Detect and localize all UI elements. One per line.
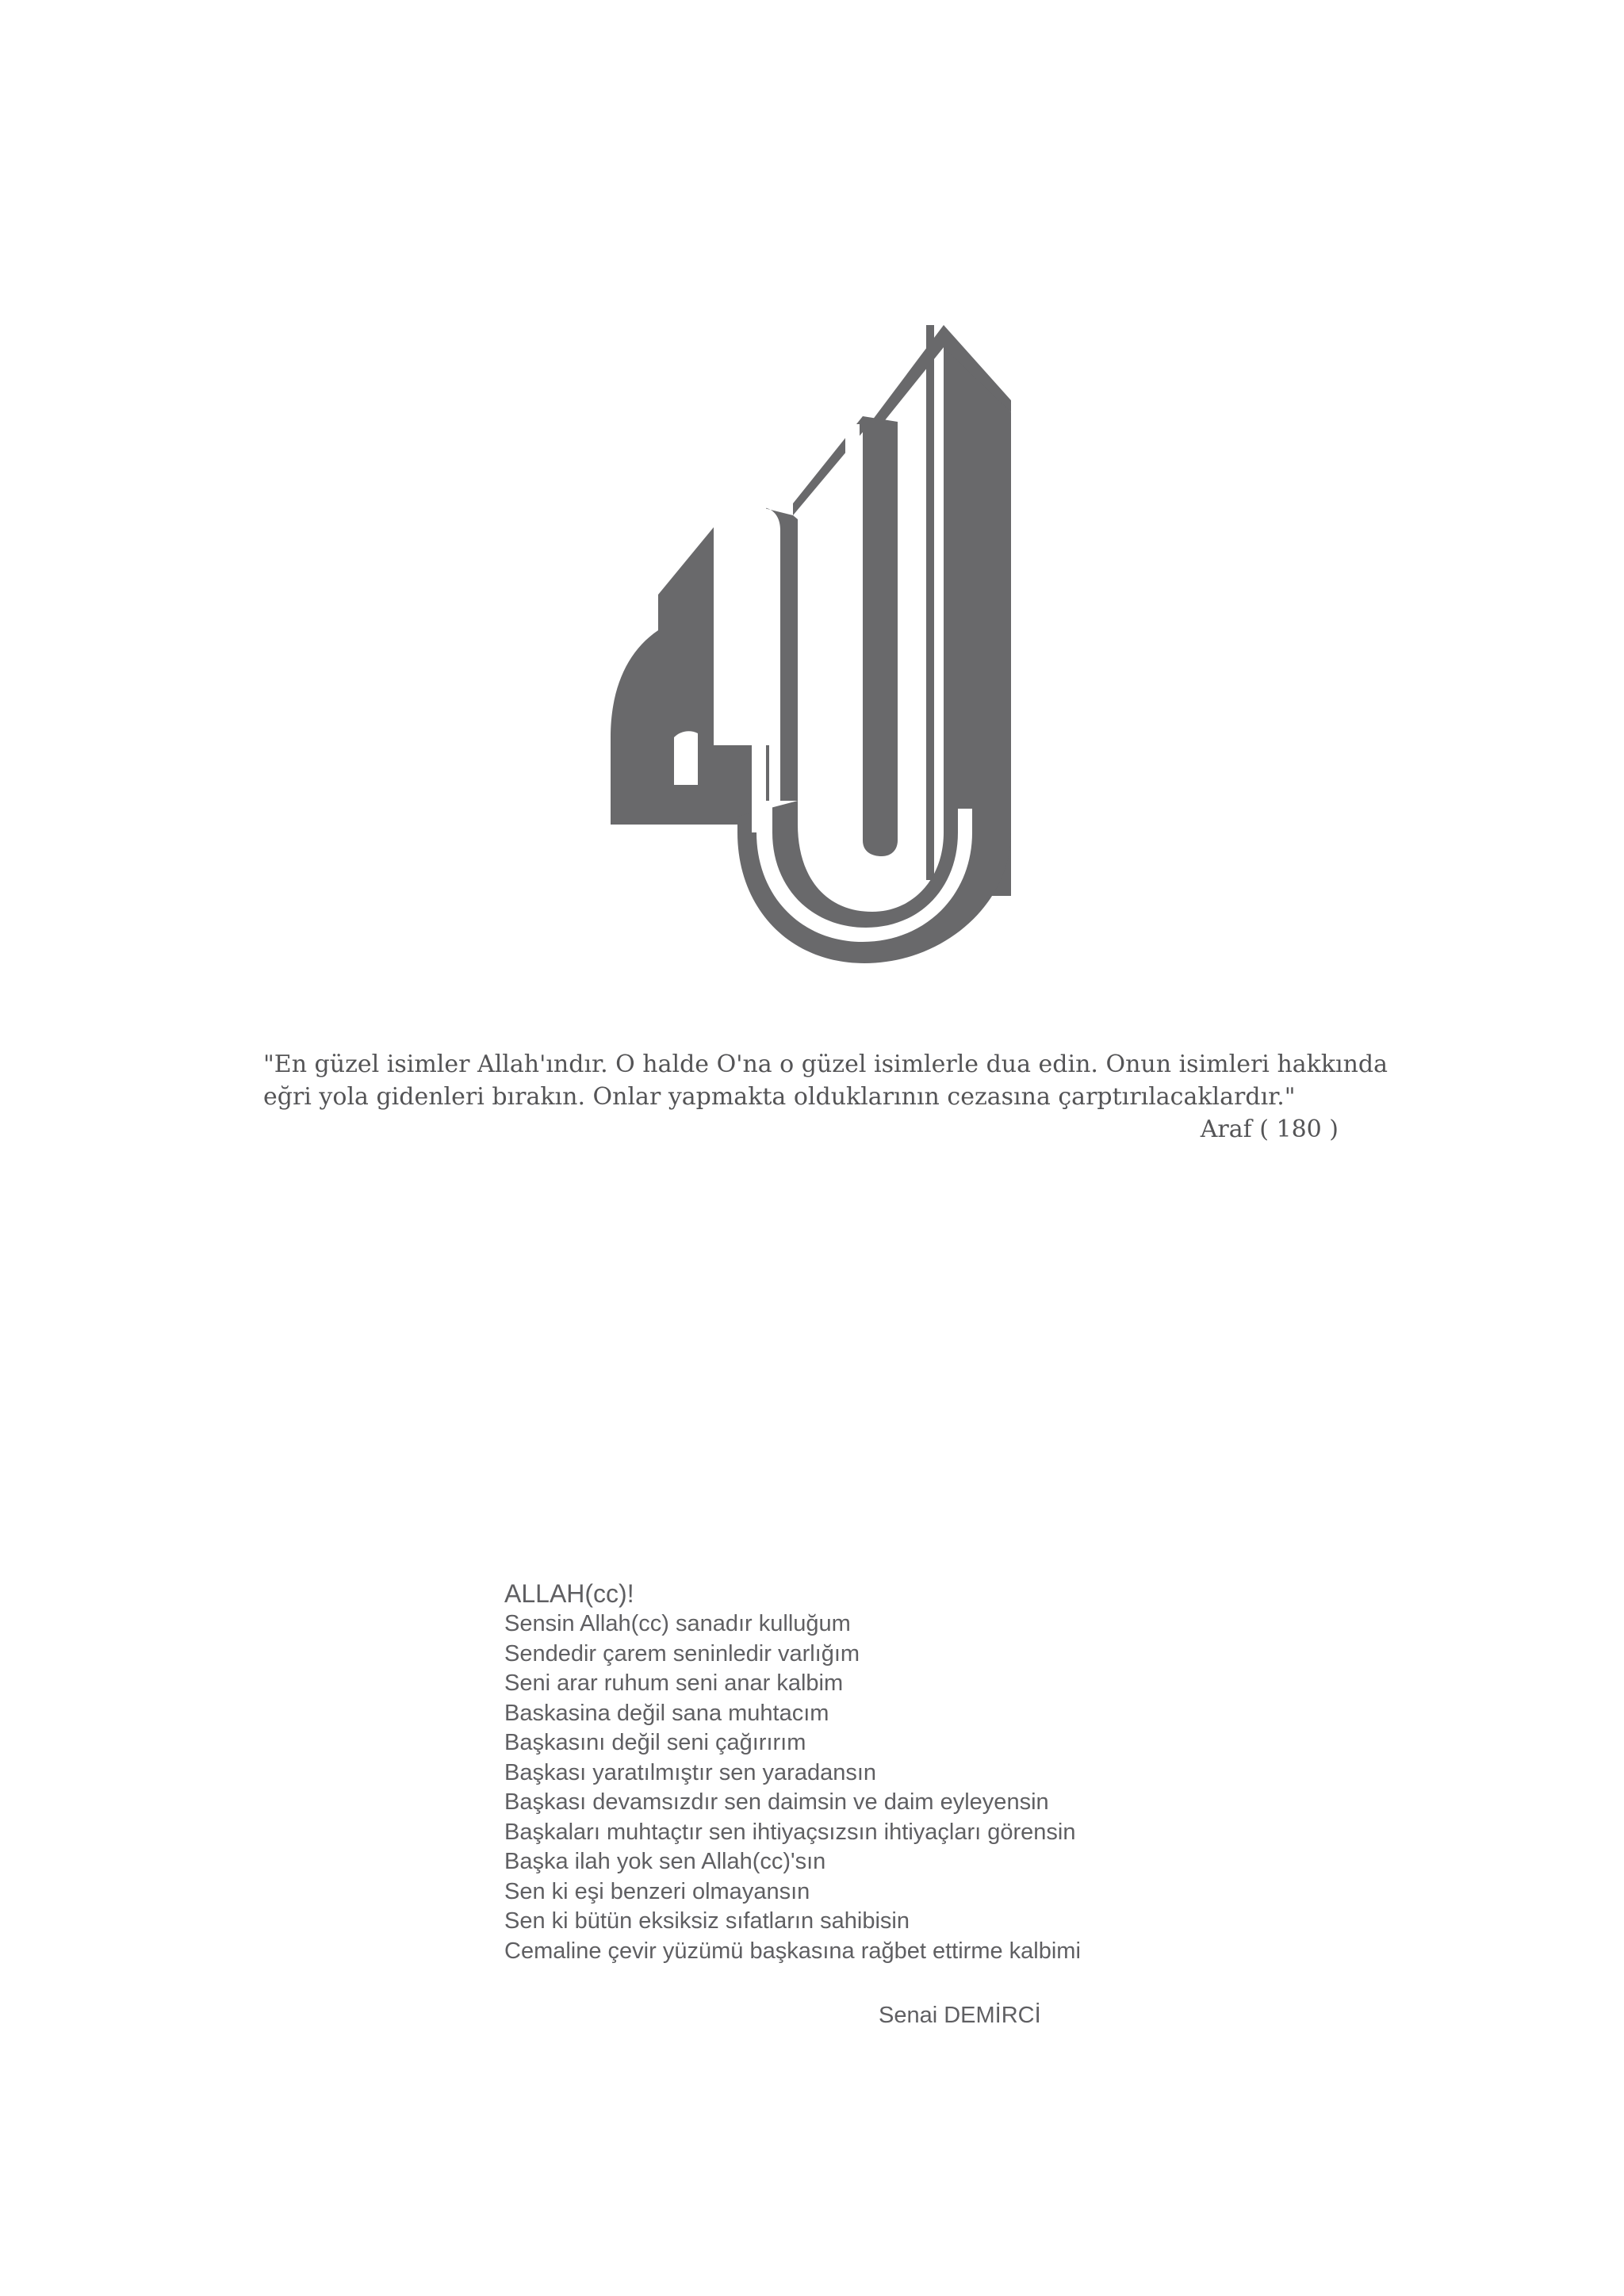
poem-line: Sendedir çarem seninledir varlığım <box>504 1640 860 1667</box>
poem-line: Baskasina değil sana muhtacım <box>504 1700 829 1726</box>
quote-line: eğri yola gidenleri bırakın. Onlar yapmakta olduklarının cezasına çarptırılacaklardır." <box>263 1083 1296 1111</box>
poem-line: Seni arar ruhum seni anar kalbim <box>504 1670 844 1696</box>
poem-line: Başkası yaratılmıştır sen yaradansın <box>504 1759 877 1785</box>
verse-quote <box>263 1048 1388 1146</box>
poem-line: Sen ki bütün eksiksiz sıfatların sahibisin <box>504 1908 910 1934</box>
poem-line: Sensin Allah(cc) sanadır kulluğum <box>504 1611 851 1636</box>
poem-line: Cemaline çevir yüzümü başkasına rağbet ettirme kalbimi <box>504 1938 1081 1964</box>
poem-author: Senai DEMİRCİ <box>879 2003 1041 2028</box>
poem-line: Başkası devamsızdır sen daimsin ve daim eyleyensin <box>504 1789 1049 1815</box>
poem <box>504 1578 1218 1966</box>
poem-title: ALLAH(cc)! <box>504 1579 634 1608</box>
quote-line: "En güzel isimler Allah'ındır. O halde O'na o güzel isimlerle dua edin. Onun isimleri hakkında <box>263 1050 1388 1078</box>
quote-source: Araf ( 180 ) <box>1200 1115 1339 1143</box>
poem-line: Sen ki eşi benzeri olmayansın <box>504 1878 810 1904</box>
allah-calligraphy-icon <box>611 325 1023 975</box>
poem-line: Başkasını değil seni çağırırım <box>504 1730 806 1755</box>
poem-line: Başkaları muhtaçtır sen ihtiyaçsızsın ihtiyaçları görensin <box>504 1819 1076 1845</box>
poem-line: Başka ilah yok sen Allah(cc)'sın <box>504 1849 826 1874</box>
